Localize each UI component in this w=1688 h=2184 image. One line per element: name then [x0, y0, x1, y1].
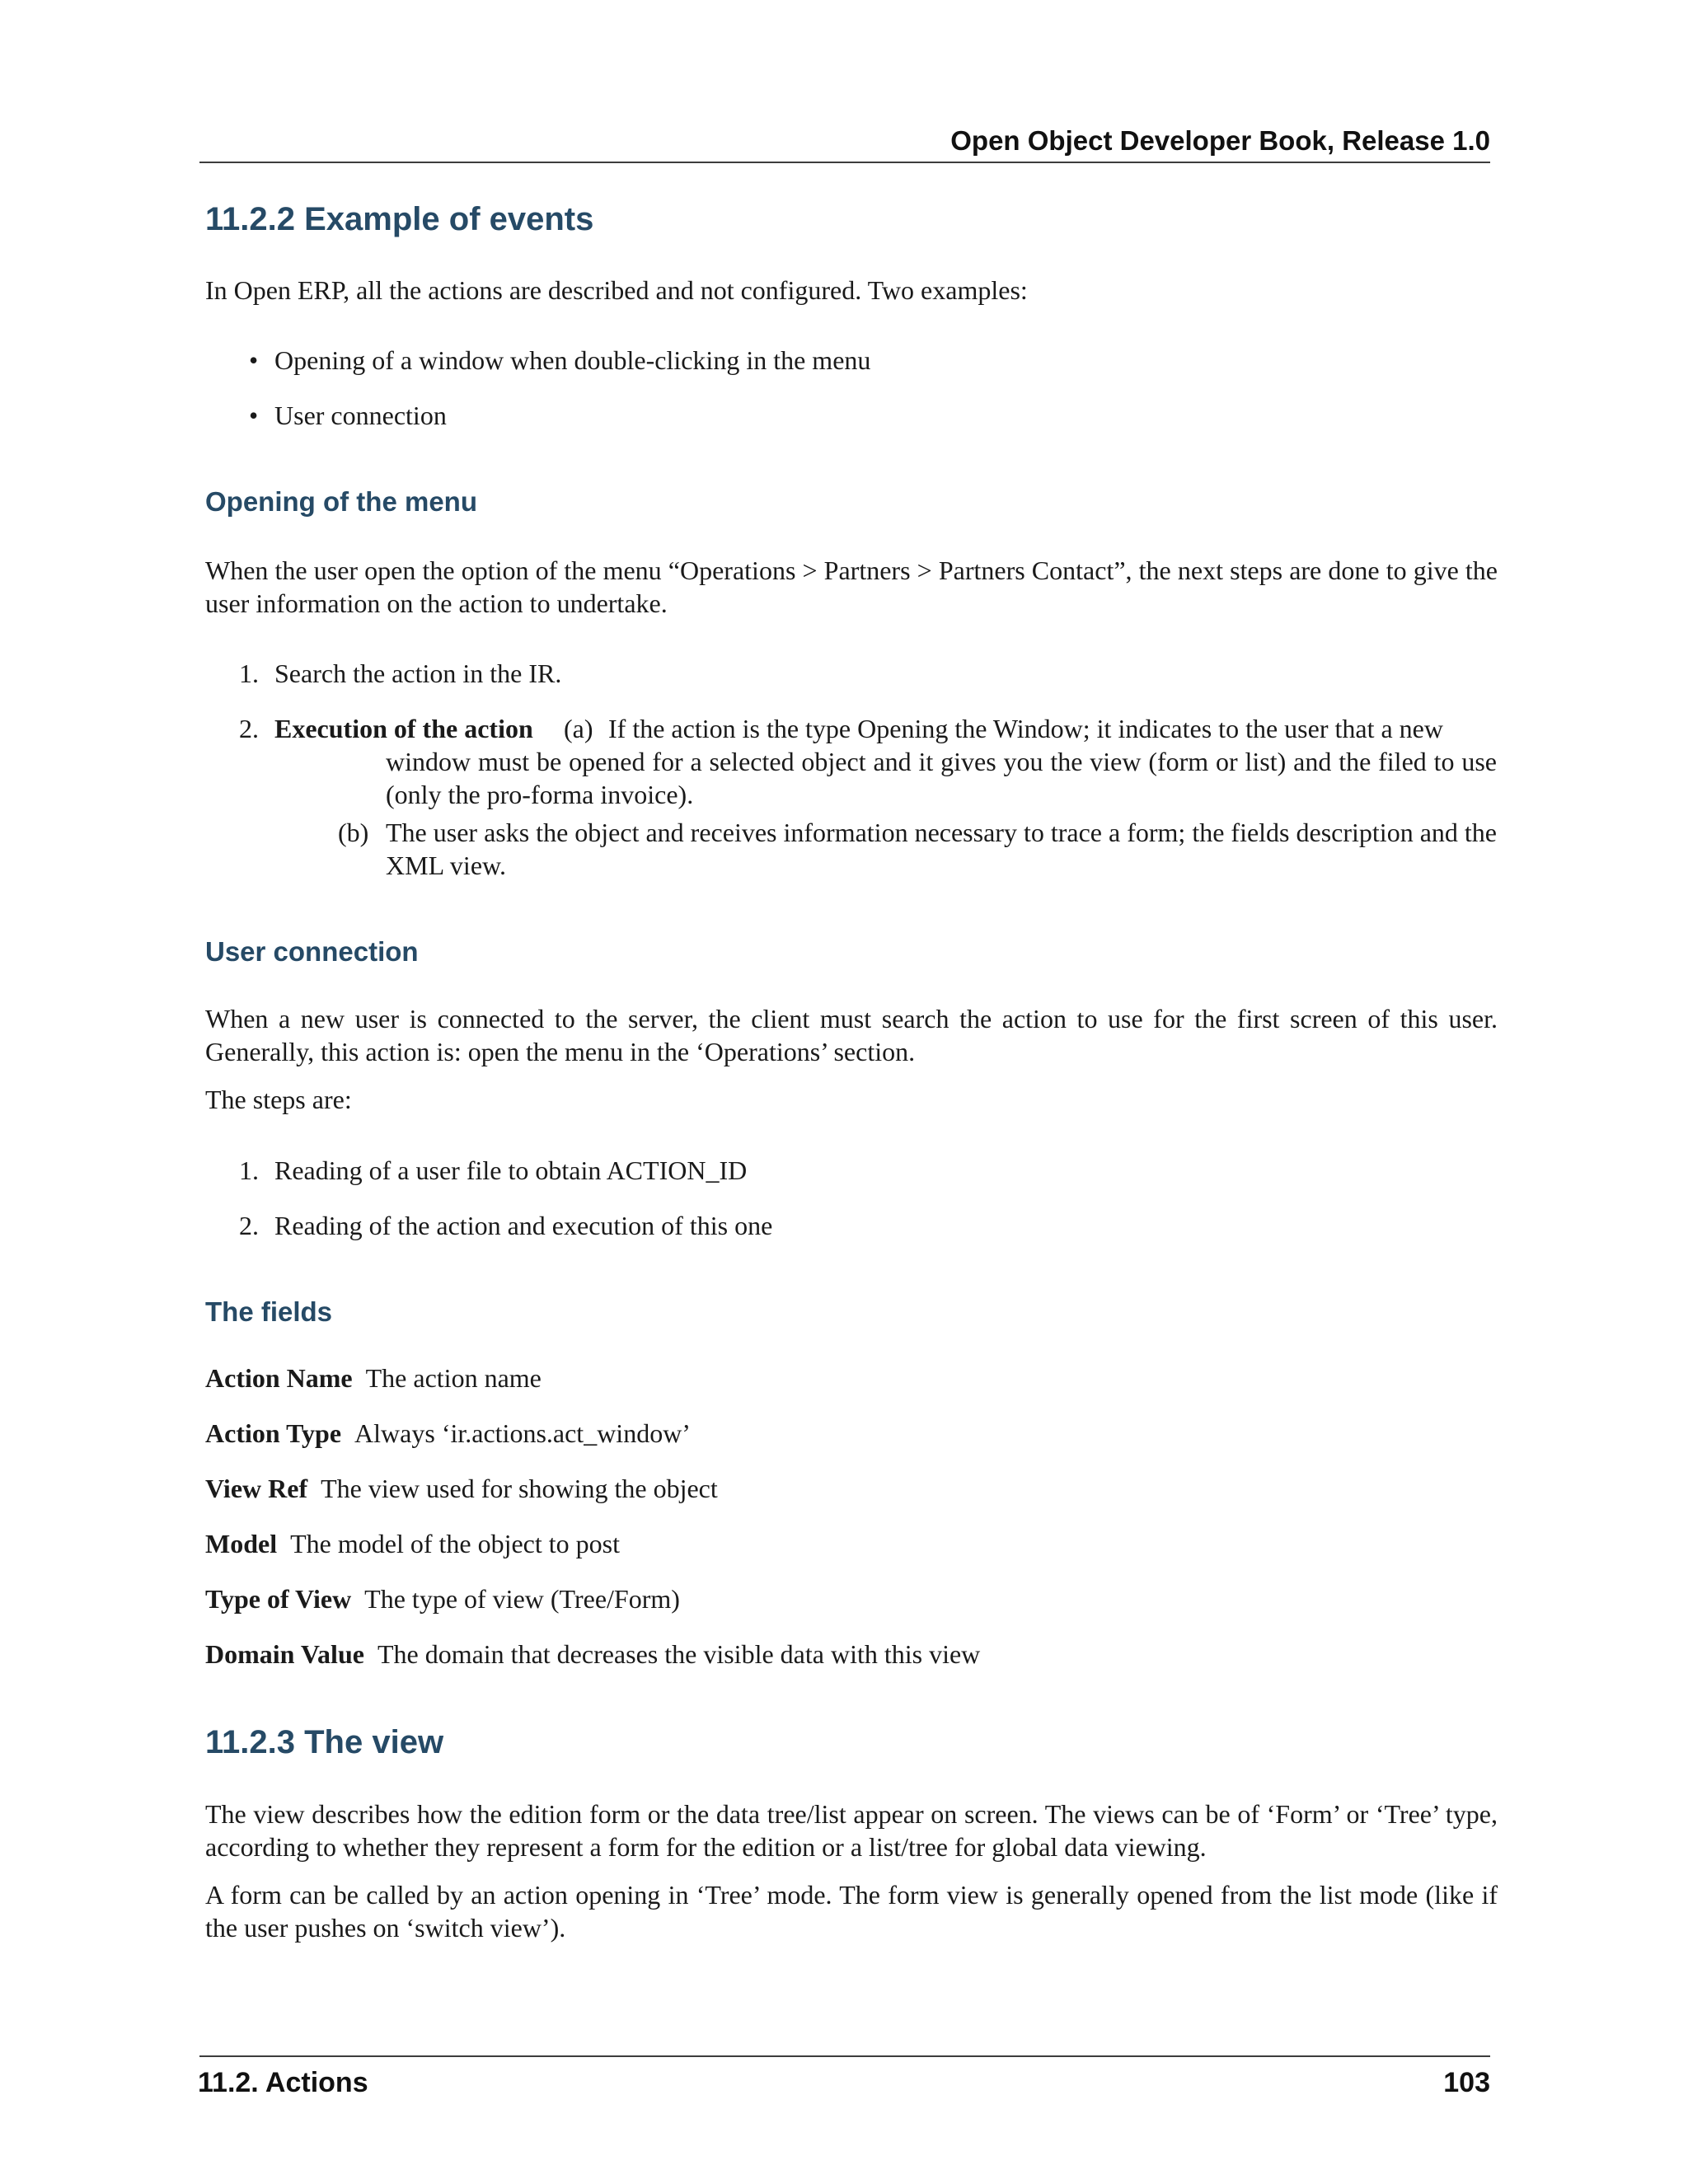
footer-rule	[199, 2055, 1490, 2057]
step-2-label: Execution of the action	[274, 714, 533, 743]
field-definition: Type of View The type of view (Tree/Form)	[205, 1584, 680, 1614]
steps-intro: The steps are:	[205, 1085, 352, 1114]
user-connection-paragraph: When a new user is connected to the server, the client must search the action to use for the first screen of this user. Generally, this action is: open the menu in the ‘Operations’ section.	[205, 1004, 1498, 1066]
field-definition: Action Name The action name	[205, 1363, 542, 1393]
sub-a-first-line: If the action is the type Opening the Window; it indicates to the user that a new	[608, 714, 1443, 743]
uc-step-1-number: 1.	[239, 1155, 259, 1185]
subheading-opening-menu: Opening of the menu	[205, 486, 477, 517]
subheading-fields: The fields	[205, 1296, 333, 1327]
sub-a-continuation: window must be opened for a selected object and it gives you the view (form or list) and the filed to use (only the pro-forma invoice).	[386, 747, 1497, 809]
uc-step-1-text: Reading of a user file to obtain ACTION_ID	[274, 1155, 748, 1185]
header-rule	[199, 162, 1490, 163]
step-1-text: Search the action in the IR.	[274, 658, 562, 688]
bullet-1-mark: •	[249, 345, 259, 375]
bullet-1: Opening of a window when double-clicking in the menu	[274, 345, 871, 375]
bullet-2: User connection	[274, 401, 447, 430]
events-intro: In Open ERP, all the actions are described and not configured. Two examples:	[205, 275, 1028, 305]
field-definition: Action Type Always ‘ir.actions.act_window’	[205, 1418, 691, 1448]
section-heading-events: 11.2.2 Example of events	[205, 201, 594, 237]
opening-menu-paragraph: When the user open the option of the menu “Operations > Partners > Partners Contact”, the next steps are done to give the user information on the action to undertake.	[205, 555, 1498, 618]
bullet-2-mark: •	[249, 401, 259, 430]
running-header: Open Object Developer Book, Release 1.0	[950, 125, 1490, 156]
field-definition: Model The model of the object to post	[205, 1529, 620, 1558]
section-heading-view: 11.2.3 The view	[205, 1724, 444, 1760]
page-number: 103	[1443, 2067, 1490, 2098]
step-2-number: 2.	[239, 714, 259, 743]
field-definition: Domain Value The domain that decreases the visible data with this view	[205, 1639, 981, 1669]
step-1-number: 1.	[239, 658, 259, 688]
sub-a-marker: (a)	[564, 714, 593, 743]
view-paragraph-1: The view describes how the edition form or the data tree/list appear on screen. The views can be of ‘Form’ or ‘Tree’ type, according to whether they represent a form for the edition or a list/tree for global data viewing.	[205, 1799, 1498, 1862]
field-definition: View Ref The view used for showing the object	[205, 1474, 718, 1503]
sub-b-text: The user asks the object and receives information necessary to trace a form; the fields description and the XML view.	[386, 818, 1497, 880]
footer-section: 11.2. Actions	[198, 2067, 368, 2098]
uc-step-2-text: Reading of the action and execution of this one	[274, 1211, 773, 1240]
subheading-user-connection: User connection	[205, 936, 419, 967]
view-paragraph-2: A form can be called by an action opening in ‘Tree’ mode. The form view is generally opened from the list mode (like if the user pushes on ‘switch view’).	[205, 1880, 1498, 1943]
uc-step-2-number: 2.	[239, 1211, 259, 1240]
sub-b-marker: (b)	[338, 818, 369, 847]
